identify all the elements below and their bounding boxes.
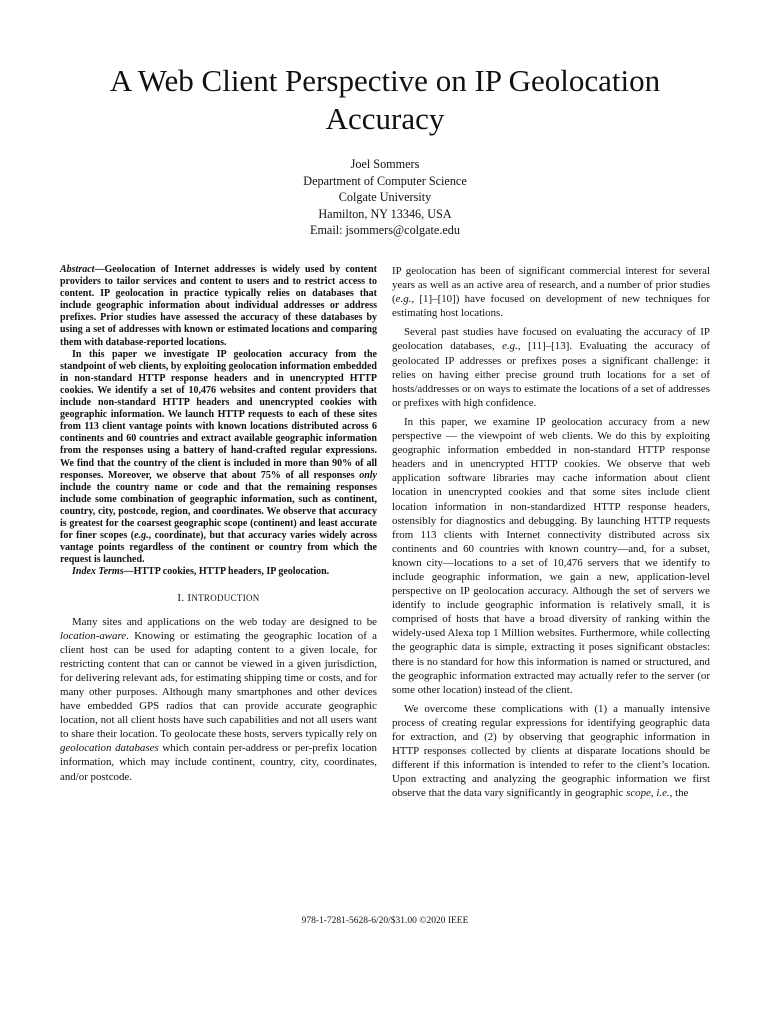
abstract bbox=[60, 264, 377, 578]
abstract-paragraph-1: Abstract—Geolocation of Internet addresses is widely used by content providers to tailor services and content to users and to restrict access to content. IP geolocation in practice typically relies on databases that include geographic information about individual addresses or address prefixes. Prior studies have assessed the accuracy of these databases by using a set of addresses with known or estimated locations and comparing them with database-reported locations. bbox=[60, 264, 377, 348]
left-column bbox=[60, 264, 377, 784]
author-block bbox=[185, 156, 585, 239]
abstract-paragraph-2: In this paper we investigate IP geolocation accuracy from the standpoint of web clients, by exploiting geolocation information embedded in non-standard HTTP response headers and in unencrypted HTTP cookies. We identify a set of 10,476 websites and content providers that include non-standard HTTP headers and unencrypted cookies with geographic information. We launch HTTP requests to each of these sites from 113 client vantage points with known locations distributed across 6 continents and 60 countries and extract available geographic information from the responses using a battery of hand-crafted regular expressions. We find that the country of the client is included in more than 90% of all responses. Moreover, we observe that about 75% of all responses only include the country name or code and that the remaining responses include some combination of geographic information, such as continent, country, city, postcode, region, and coordinates. We observe that accuracy is greatest for the coarsest geographic scope (continent) and least accurate for finer scopes (e.g., coordinate), but that accuracy varies widely across vantage points regardless of the continent or country from which the request is launched. bbox=[60, 348, 378, 566]
copyright-footer: 978-1-7281-5628-6/20/$31.00 ©2020 IEEE bbox=[301, 916, 469, 926]
author-email: Email: jsommers@colgate.edu bbox=[310, 223, 460, 237]
index-terms: Index Terms—HTTP cookies, HTTP headers, IP geolocation. bbox=[72, 566, 330, 578]
author-university: Colgate University bbox=[338, 190, 432, 204]
intro-paragraph-5: We overcome these complications with (1) a manually intensive process of creating regular expressions for identifying geographic data for extraction, and (2) by observing that geographic information in HTTP responses collected by clients at disparate locations should be different if this information is intended to refer to the client’s location. Upon extracting and analyzing the geographic information we first observe that the data vary significantly in geographic scope, i.e., the bbox=[392, 702, 710, 800]
intro-paragraph-2: IP geolocation has been of significant commercial interest for several years as well as an active area of research, and a number of prior studies (e.g., [1]–[10]) have focused on development of new techniques for estimating host locations. bbox=[392, 265, 710, 320]
intro-paragraph-3: Several past studies have focused on evaluating the accuracy of IP geolocation databases, e.g., [11]–[13]. Evaluating the accuracy of geolocated IP addresses or prefixes poses a significant challenge: it relies on having either precise ground truth locations for a set of hosts/addresses or on ways to estimate the locations of a set of addresses or prefixes with high confidence. bbox=[392, 326, 710, 409]
abstract-label: Abstract bbox=[60, 264, 95, 275]
intro-paragraph-1: Many sites and applications on the web today are designed to be location-aware. Knowing or estimating the geographic location of a client host can be used for adapting content to a given locale, for restricting content that can or cannot be viewed in a given jurisdiction, for delivering relevant ads, for estimating shipping time or costs, and for many other purposes. Although many smartphones and other devices have embedded GPS radios that can provide accurate geographic location, not all client hosts have such capabilities and not all users want to share their location. To geolocate these hosts, servers typically rely on geolocation databases which contain per-address or per-prefix location information, which may include continent, country, city, coordinates, and/or postcode. bbox=[60, 615, 378, 783]
section-heading-introduction: I. INTRODUCTION bbox=[177, 592, 260, 605]
author-city: Hamilton, NY 13346, USA bbox=[318, 206, 452, 221]
author-name: Joel Sommers bbox=[350, 157, 420, 171]
title-line-2: Accuracy bbox=[325, 101, 445, 136]
paper-title bbox=[60, 62, 710, 138]
title-line-1: A Web Client Perspective on IP Geolocation bbox=[109, 63, 661, 98]
author-department: Department of Computer Science bbox=[303, 173, 467, 188]
intro-paragraph-4: In this paper, we examine IP geolocation accuracy from a new perspective — the viewpoint of web clients. We do this by exploiting geographic information embedded in non-standard HTTP response headers and in unencrypted HTTP cookies. We observe that web application software libraries may cache information about client location in unencrypted cookies and that some sites include client location information in non-standardized HTTP response headers, ostensibly for diagnostics and debugging. By launching HTTP requests from 113 clients with Internet connectivity distributed across six continents and 60 countries with known country—and, for a subset, known city—locations to a set of 10,476 servers that we identify to include geographic information, we gain a new, application-level perspective on IP geolocation accuracy. Although the set of servers we identify to include geographic information is relatively small, it is comprised of hosts that have a broad diversity of ranking within the widely-used Alexa top 1 Million websites. Furthermore, while collecting the geographic data is simple, extracting it poses significant obstacles: there is no standard for how this information is named or structured, and the geographic information extracted may actually refer to the server (or some other location) instead of the client. bbox=[392, 415, 710, 696]
right-column bbox=[392, 264, 710, 800]
index-terms-label: Index Terms bbox=[72, 566, 124, 578]
